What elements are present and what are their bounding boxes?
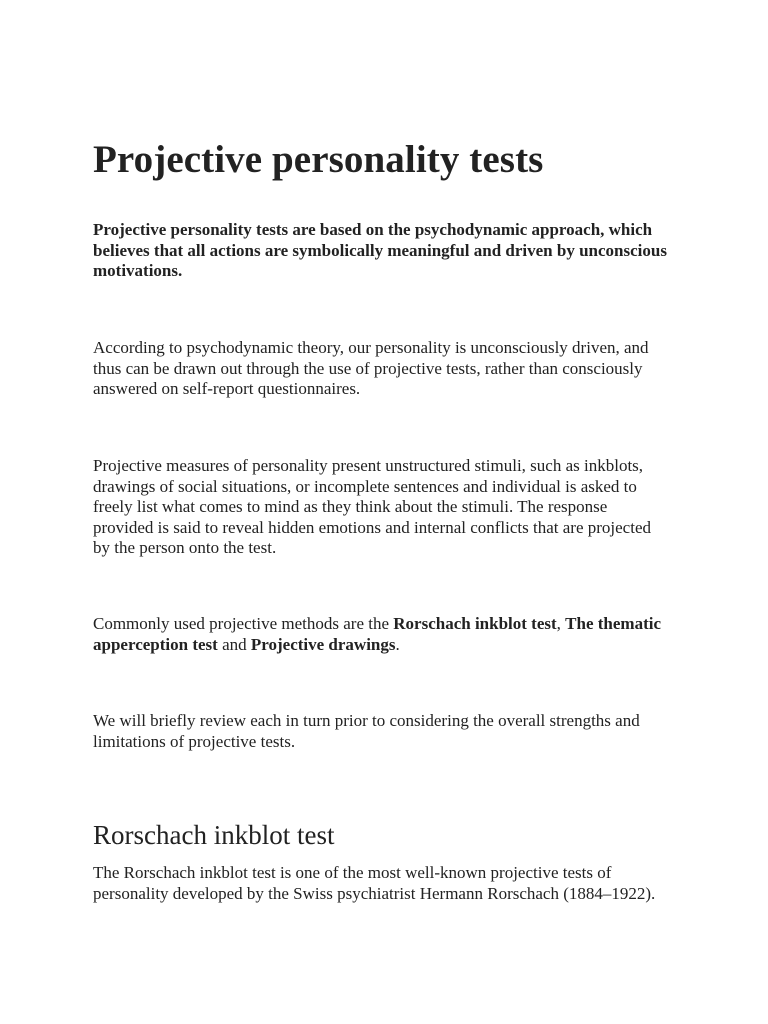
method-rorschach: Rorschach inkblot test — [393, 614, 557, 633]
paragraph-rorschach-description: The Rorschach inkblot test is one of the most well-known projective tests of personality developed by the Swiss psychiatrist Hermann Rorschach (1884–1922). — [93, 863, 656, 903]
lead-paragraph: Projective personality tests are based on the psychodynamic approach, which believes that all actions are symbolically meaningful and driven by unconscious motivations. — [93, 220, 667, 280]
method-projective-drawings: Projective drawings — [250, 634, 396, 654]
methods-separator-1: , — [556, 614, 566, 633]
method-thematic-apperception: The thematic apperception test — [93, 614, 662, 654]
methods-intro-text: Commonly used projective methods are the — [93, 614, 394, 633]
paragraph-common-methods — [93, 614, 683, 655]
section-heading-rorschach: Rorschach inkblot test — [93, 820, 335, 850]
methods-end-punctuation: . — [395, 634, 400, 654]
page-title: Projective personality tests — [93, 138, 544, 181]
paragraph-psychodynamic-theory: According to psychodynamic theory, our personality is unconsciously driven, and thus can be drawn out through the use of projective tests, rather than consciously answered on self-report questionnaires. — [93, 338, 649, 398]
paragraph-review-intro: We will briefly review each in turn prior to considering the overall strengths and limitations of projective tests. — [93, 711, 640, 751]
methods-separator-2: and — [217, 634, 251, 654]
paragraph-projective-measures: Projective measures of personality present unstructured stimuli, such as inkblots, drawings of social situations, or incomplete sentences and individual is asked to freely list what comes to mind as they think about the stimuli. The response provided is said to reveal hidden emotions and internal conflicts that are projected by the person onto the test. — [93, 456, 651, 557]
